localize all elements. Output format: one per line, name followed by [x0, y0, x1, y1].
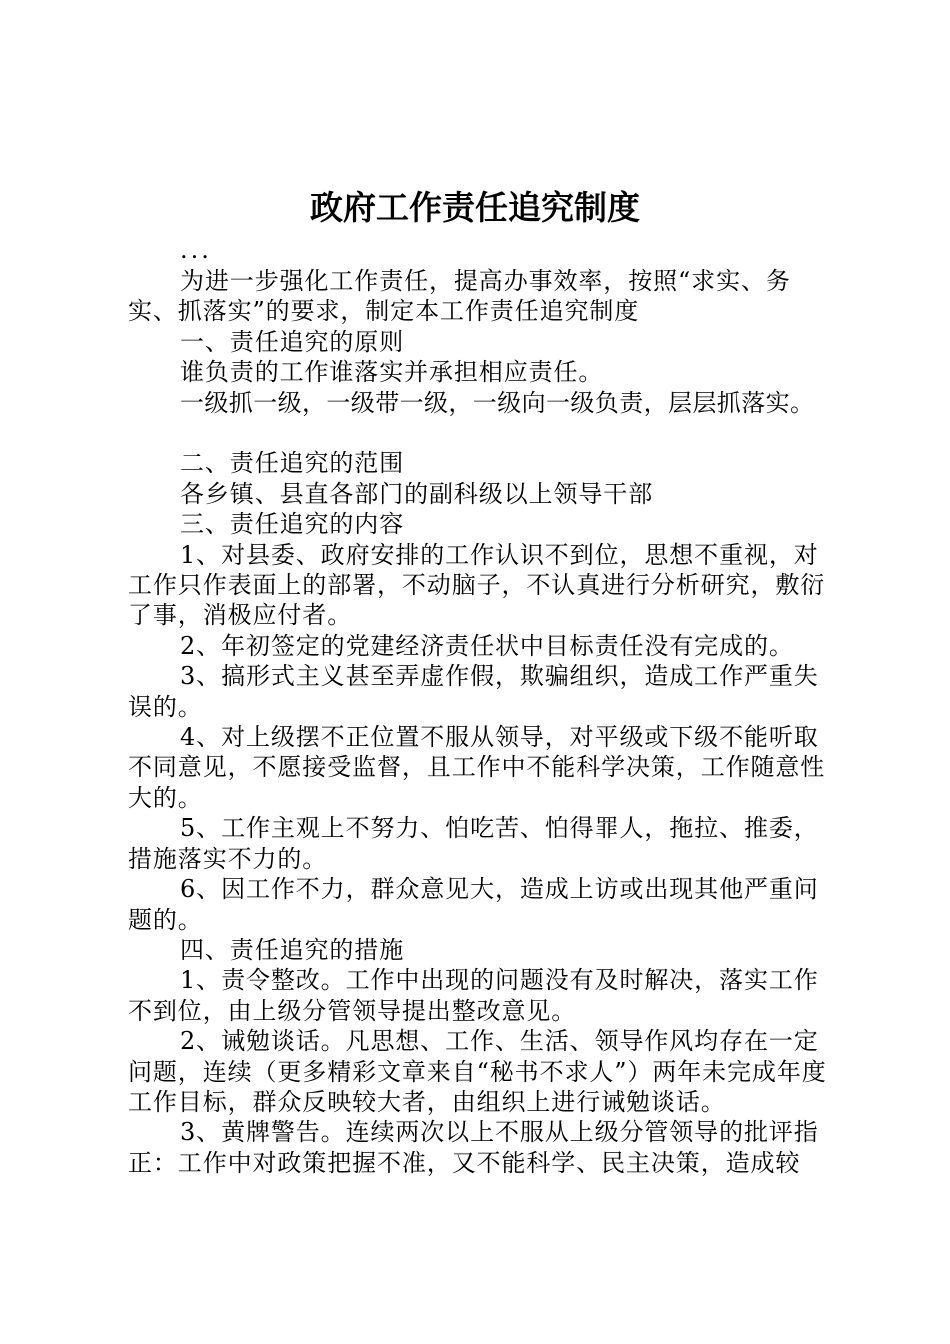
- content-item-1: 1、对县委、政府安排的工作认识不到位，思想不重视，对工作只作表面上的部署，不动脑子，不认真进行分析研究，敷衍了事，消极应付者。: [128, 540, 826, 630]
- document-title: 政府工作责任追究制度: [310, 188, 640, 227]
- measure-item-1: 1、责令整改。工作中出现的问题没有及时解决，落实工作不到位，由上级分管领导提出整改意见。: [128, 966, 819, 1025]
- content-item-6: 6、因工作不力，群众意见大，造成上访或出现其他严重问题的。: [128, 875, 819, 934]
- ellipsis-marker: ...: [180, 236, 212, 264]
- section-heading-principles: 一、责任追究的原则: [180, 327, 405, 356]
- scope-item: 各乡镇、县直各部门的副科级以上领导干部: [180, 479, 654, 508]
- measure-item-2: 2、诫勉谈话。凡思想、工作、生活、领导作风均存在一定问题，连续（更多精彩文章来自“秘书不求人”）两年未完成年度工作目标，群众反映较大者，由组织上进行诫勉谈话。: [128, 1027, 827, 1116]
- content-item-4: 4、对上级摆不正位置不服从领导，对平级或下级不能听取不同意见，不愿接受监督，且工作中不能科学决策，工作随意性大的。: [128, 723, 826, 812]
- principle-item-1: 谁负责的工作谁落实并承担相应责任。: [180, 358, 604, 387]
- document-body: [128, 238, 834, 1178]
- section-heading-measures: 四、责任追究的措施: [180, 935, 405, 964]
- section-heading-content: 三、责任追究的内容: [180, 510, 405, 539]
- principle-item-2: 一级抓一级，一级带一级，一级向一级负责，层层抓落实。: [180, 388, 815, 417]
- section-heading-scope: 二、责任追究的范围: [180, 449, 405, 478]
- measure-item-3: 3、黄牌警告。连续两次以上不服从上级分管领导的批评指正：工作中对政策把握不准，又不能科学、民主决策，造成较: [128, 1118, 819, 1177]
- intro-paragraph: 为进一步强化工作责任，提高办事效率，按照“求实、务实、抓落实”的要求，制定本工作责任追究制度: [128, 267, 791, 326]
- content-item-3: 3、搞形式主义甚至弄虚作假，欺骗组织，造成工作严重失误的。: [128, 662, 819, 721]
- content-item-2: 2、年初签定的党建经济责任状中目标责任没有完成的。: [180, 631, 794, 660]
- blank-line: [128, 418, 834, 448]
- content-item-5: 5、工作主观上不努力、怕吃苦、怕得罪人，拖拉、推委，措施落实不力的。: [128, 814, 819, 873]
